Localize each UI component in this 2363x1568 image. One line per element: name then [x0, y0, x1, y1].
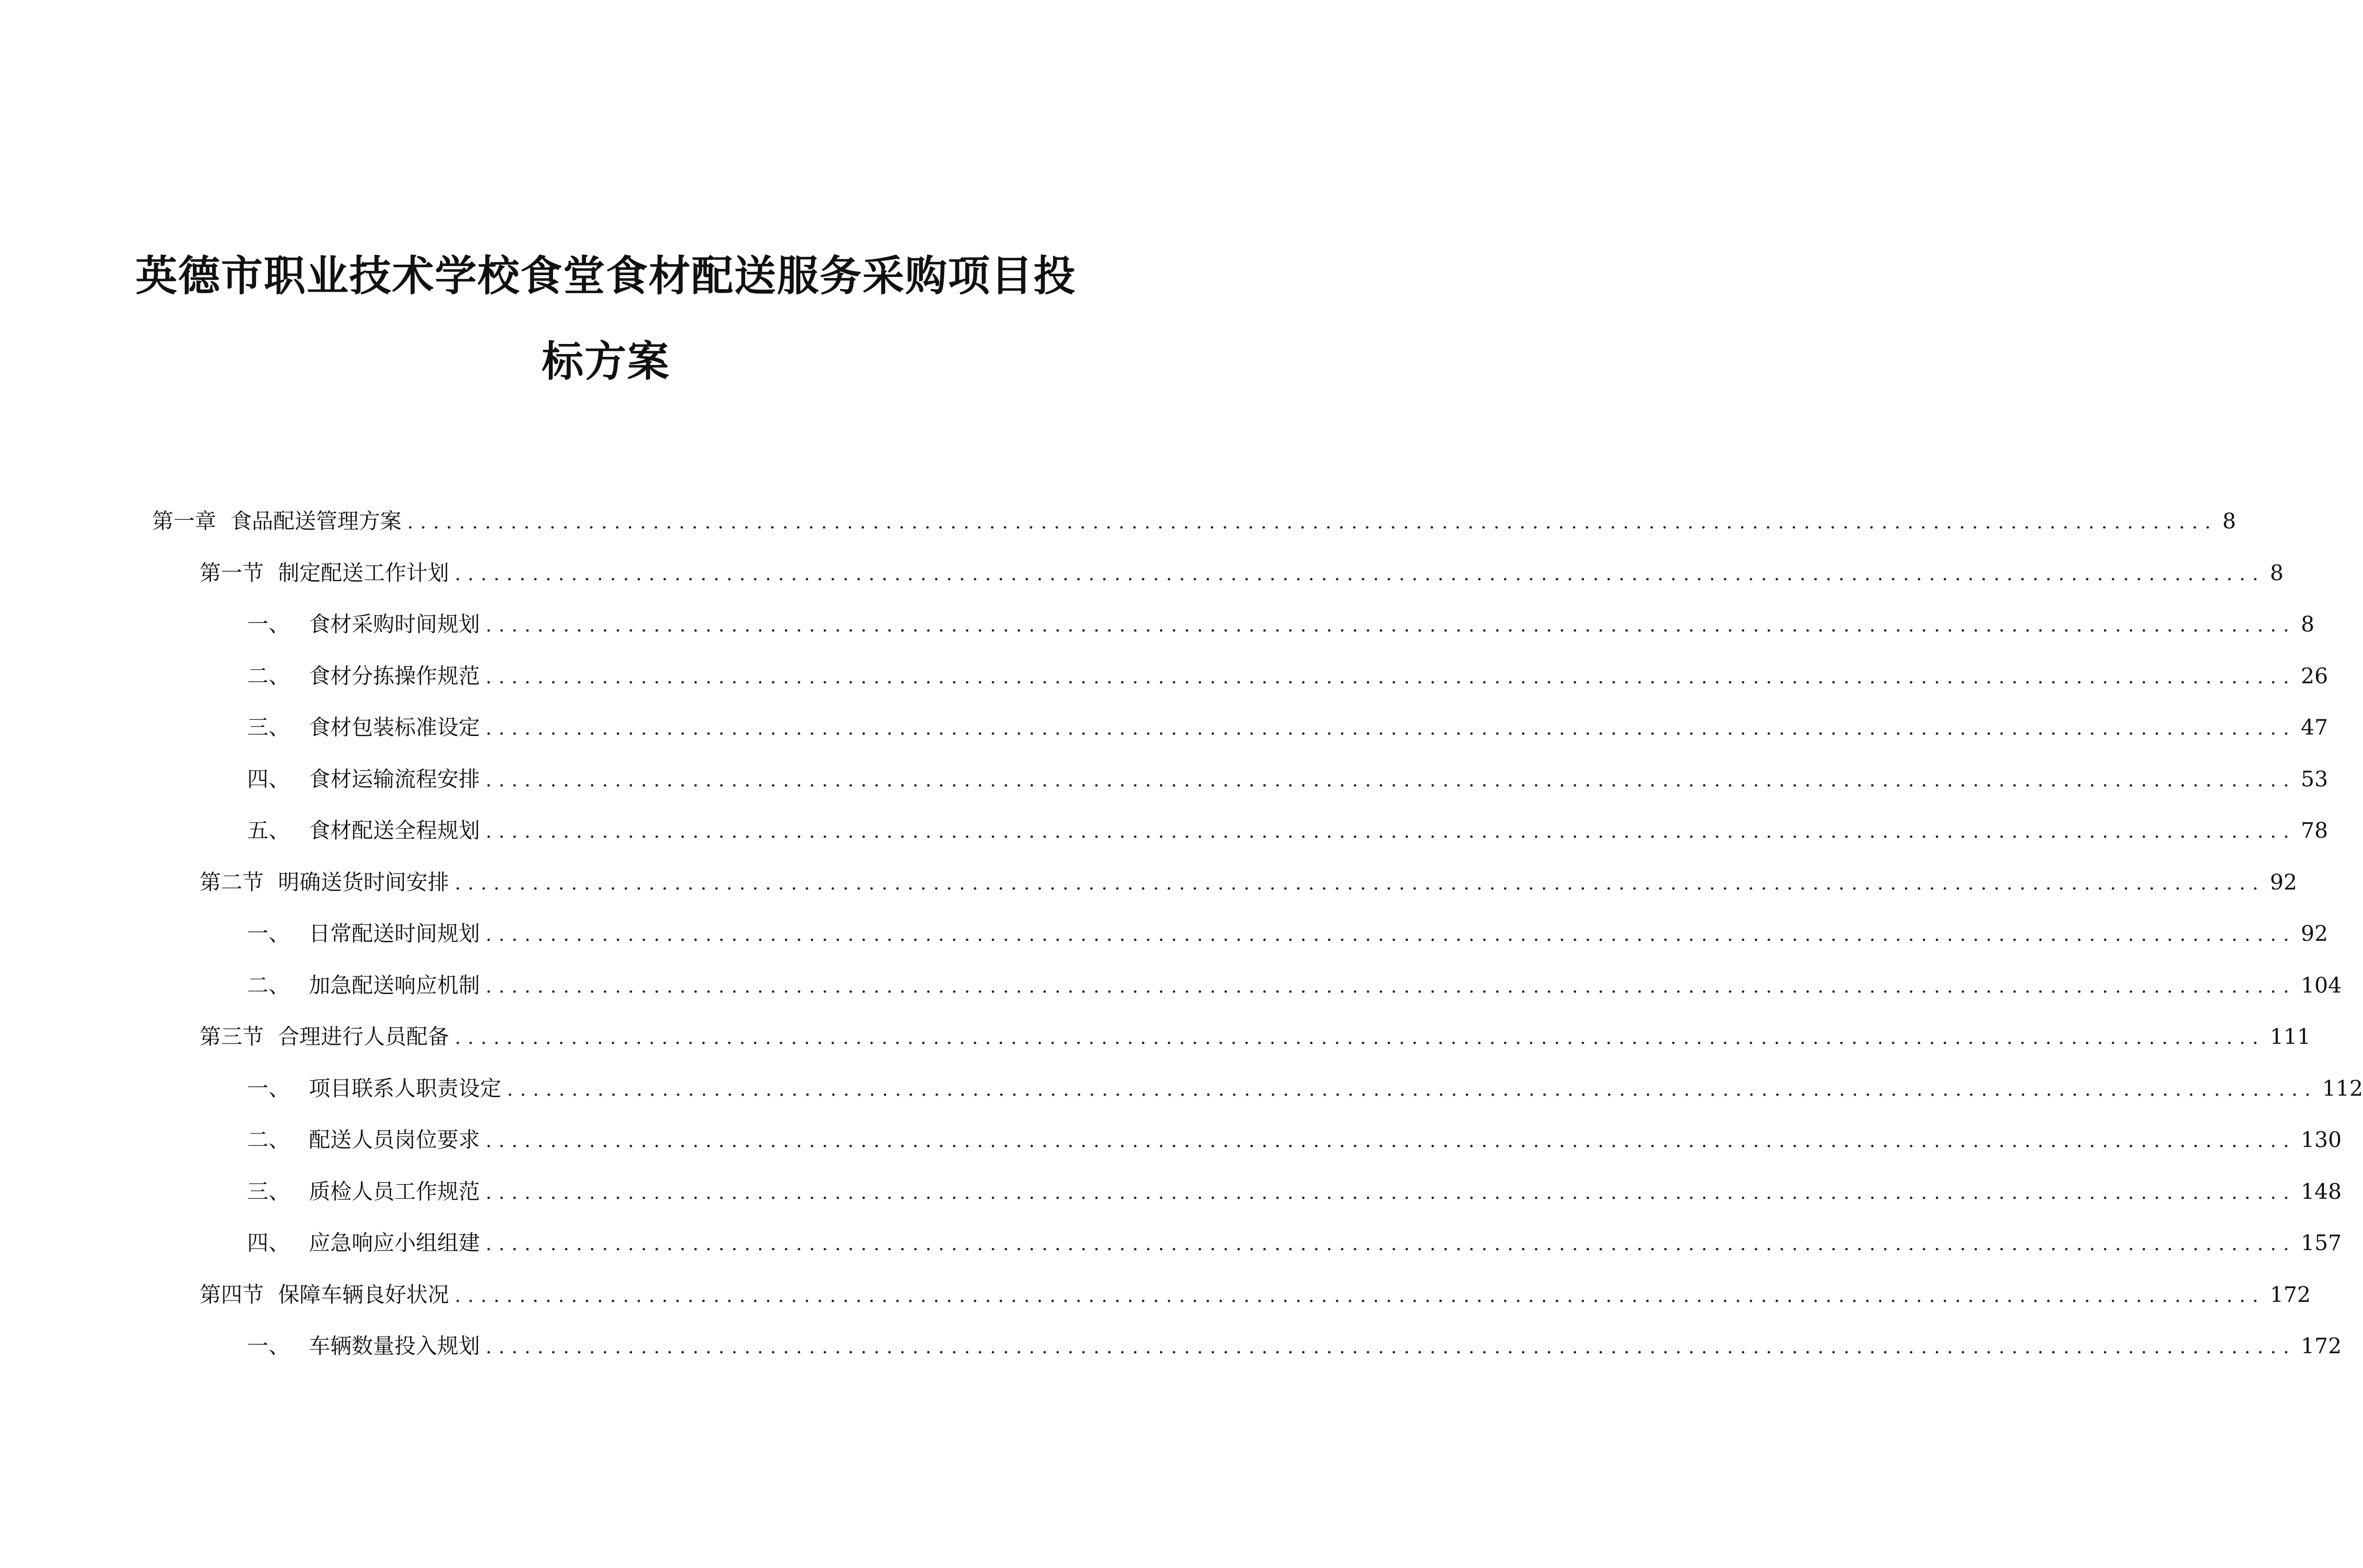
toc-entry-page-number: 8	[2270, 560, 2284, 585]
toc-entry-title: 应急响应小组组建	[309, 1230, 480, 1255]
toc-entry-page-number: 111	[2270, 1024, 2311, 1049]
toc-entry[interactable]	[247, 1174, 2342, 1212]
toc-entry[interactable]	[247, 607, 2315, 645]
toc-dot-leader: ............................................................................................................................................	[486, 614, 2296, 636]
toc-entry[interactable]	[200, 555, 2284, 593]
toc-entry-number: 一、	[247, 612, 290, 637]
toc-entry-number: 一、	[247, 1333, 290, 1358]
toc-entry-number: 一、	[247, 921, 290, 946]
toc-entry-number: 第一章	[152, 508, 217, 534]
toc-entry-number: 第二节	[200, 869, 264, 895]
toc-entry[interactable]	[200, 1277, 2311, 1315]
document-title-line-1: 英德市职业技术学校食堂食材配送服务采购项目投	[135, 251, 1076, 300]
toc-entry-number: 二、	[247, 972, 290, 998]
toc-dot-leader: ............................................................................................................................................	[486, 1336, 2296, 1358]
toc-entry-page-number: 53	[2301, 766, 2328, 792]
toc-entry-title: 加急配送响应机制	[309, 972, 480, 998]
toc-entry-title: 车辆数量投入规划	[309, 1333, 480, 1358]
toc-entry-title: 食材分拣操作规范	[309, 663, 480, 688]
toc-entry[interactable]	[200, 865, 2297, 903]
toc-entry-number: 一、	[247, 1075, 290, 1101]
toc-entry-page-number: 157	[2301, 1230, 2342, 1255]
toc-entry[interactable]	[247, 659, 2328, 697]
toc-entry[interactable]	[152, 504, 2236, 542]
toc-dot-leader: ............................................................................................................................................	[486, 1130, 2296, 1152]
toc-dot-leader: ............................................................................................................................................	[455, 563, 2266, 585]
toc-entry-page-number: 172	[2270, 1281, 2311, 1307]
toc-entry-title: 质检人员工作规范	[309, 1178, 480, 1204]
toc-entry-number: 三、	[247, 1178, 290, 1204]
toc-entry-page-number: 78	[2301, 818, 2328, 843]
toc-dot-leader: ............................................................................................................................................	[455, 1027, 2266, 1049]
toc-entry-title: 食材采购时间规划	[309, 612, 480, 637]
toc-entry-page-number: 104	[2301, 972, 2342, 998]
toc-entry-page-number: 130	[2301, 1127, 2342, 1152]
toc-entry[interactable]	[247, 762, 2328, 800]
document-title-line-2: 标方案	[541, 336, 670, 386]
toc-entry-title: 日常配送时间规划	[309, 921, 480, 946]
toc-entry[interactable]	[247, 1225, 2342, 1263]
toc-dot-leader: ............................................................................................................................................	[486, 1181, 2296, 1204]
toc-entry[interactable]	[247, 710, 2328, 748]
toc-entry-page-number: 8	[2222, 508, 2236, 534]
toc-entry-title: 明确送货时间安排	[278, 869, 450, 895]
toc-entry-page-number: 112	[2322, 1075, 2363, 1101]
toc-entry-title: 保障车辆良好状况	[278, 1281, 450, 1307]
toc-entry-number: 五、	[247, 818, 290, 843]
document-title	[95, 233, 1117, 404]
toc-entry[interactable]	[247, 968, 2342, 1006]
toc-entry-page-number: 26	[2301, 663, 2328, 688]
toc-entry-title: 合理进行人员配备	[278, 1024, 450, 1049]
toc-entry-page-number: 148	[2301, 1178, 2342, 1204]
toc-entry-number: 二、	[247, 663, 290, 688]
toc-entry[interactable]	[200, 1019, 2311, 1057]
toc-dot-leader: ............................................................................................................................................	[407, 511, 2218, 533]
toc-entry-number: 第一节	[200, 560, 264, 585]
toc-dot-leader: ............................................................................................................................................	[486, 924, 2296, 946]
toc-dot-leader: ............................................................................................................................................	[486, 1233, 2296, 1255]
toc-entry-number: 四、	[247, 1230, 290, 1255]
toc-entry-number: 第三节	[200, 1024, 264, 1049]
toc-entry[interactable]	[247, 1329, 2342, 1367]
toc-dot-leader: ............................................................................................................................................	[486, 821, 2296, 842]
toc-dot-leader: ............................................................................................................................................	[486, 666, 2296, 688]
toc-entry-title: 食材包装标准设定	[309, 715, 480, 740]
toc-dot-leader: ............................................................................................................................................	[486, 769, 2296, 791]
toc-entry-page-number: 8	[2301, 612, 2315, 637]
toc-dot-leader: ............................................................................................................................................	[486, 717, 2296, 739]
toc-dot-leader: ............................................................................................................................................	[455, 1284, 2266, 1307]
toc-dot-leader: ............................................................................................................................................	[486, 975, 2296, 997]
toc-entry-page-number: 92	[2270, 869, 2297, 895]
toc-entry-number: 二、	[247, 1127, 290, 1152]
toc-entry-title: 食材配送全程规划	[309, 818, 480, 843]
toc-entry-title: 项目联系人职责设定	[309, 1075, 502, 1101]
toc-entry-title: 食材运输流程安排	[309, 766, 480, 792]
toc-entry-page-number: 92	[2301, 921, 2328, 946]
toc-entry-title: 制定配送工作计划	[278, 560, 450, 585]
toc-dot-leader: ............................................................................................................................................	[455, 872, 2266, 894]
toc-entry-title: 配送人员岗位要求	[309, 1127, 480, 1152]
toc-entry-page-number: 47	[2301, 715, 2328, 740]
toc-entry-title: 食品配送管理方案	[230, 508, 402, 534]
toc-entry-page-number: 172	[2301, 1333, 2342, 1358]
toc-entry[interactable]	[247, 1071, 2363, 1109]
toc-entry-number: 三、	[247, 715, 290, 740]
toc-entry-number: 四、	[247, 766, 290, 792]
toc-entry-number: 第四节	[200, 1281, 264, 1307]
toc-entry[interactable]	[247, 916, 2328, 954]
toc-dot-leader: ............................................................................................................................................	[507, 1078, 2318, 1100]
toc-entry[interactable]	[247, 813, 2328, 851]
toc-entry[interactable]	[247, 1122, 2342, 1160]
